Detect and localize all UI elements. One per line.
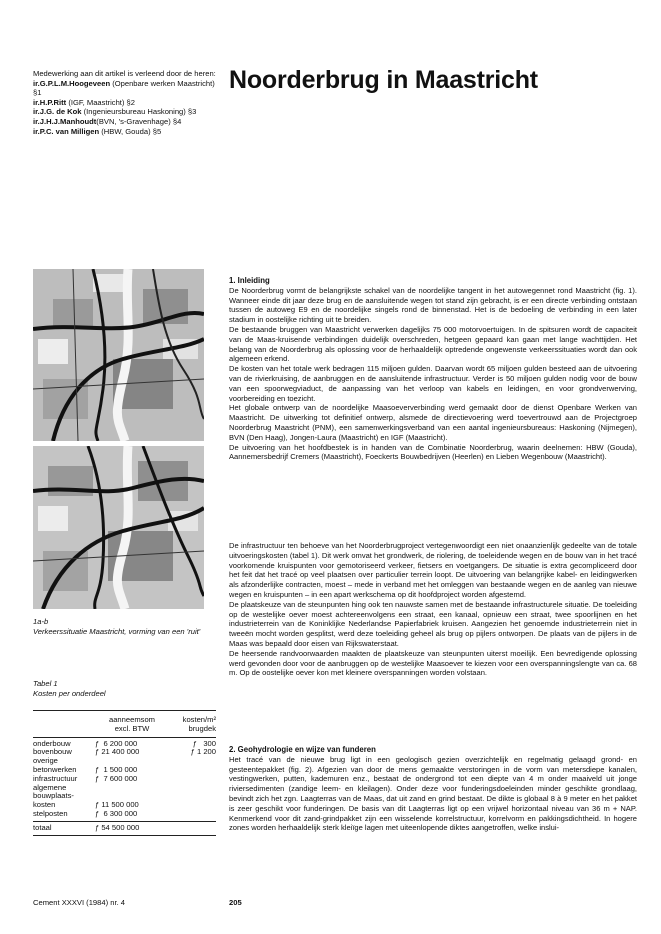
figure-caption-text: Verkeerssituatie Maastricht, vorming van een 'ruit' xyxy=(33,626,201,636)
row-label: onderbouw xyxy=(33,738,71,748)
row-amount: ƒ 7 600 000 xyxy=(95,773,138,783)
row-label: algemene xyxy=(33,782,67,792)
map-figure-1a xyxy=(33,269,204,441)
contributor-affiliation: (IGF, Maastricht) §2 xyxy=(66,97,135,107)
row-amount: ƒ 21 400 000 xyxy=(95,747,140,757)
row-amount: ƒ 6 200 000 xyxy=(95,738,138,748)
column-header: brugdek xyxy=(188,723,216,733)
paragraph: De plaatskeuze van de steunpunten hing ook ten nauwste samen met de bestaande infrastructurele situatie. De toeleiding op de westelijke oever moest achtereenvolgens een straat, een kanaal, opnieuw een straat, twee spoorlijnen en het industrieterrein van de Koninklijke Nederlandse Papierfabriek kruisen. Aangezien het genoemde industrieterrein niet in tweeën mocht worden gesplitst, werd deze toeleiding geheel als brug op pijlers ontworpen. De plaats van de pijlers in de Maas was bepaald door eisen van Rijkswaterstaat. xyxy=(229,599,637,648)
row-label: kosten xyxy=(33,800,56,810)
row-per-m2 xyxy=(169,801,216,810)
table-row xyxy=(33,810,216,819)
section-heading: 2. Geohydrologie en wijze van funderen xyxy=(229,745,376,754)
contributor xyxy=(33,98,223,108)
row-per-m2 xyxy=(169,757,216,766)
row-per-m2 xyxy=(169,810,216,819)
row-per-m2: ƒ 1 200 xyxy=(190,747,216,757)
cost-table xyxy=(33,710,216,836)
paragraph: De kosten van het totale werk bedragen 115 miljoen gulden. Daarvan wordt 65 miljoen gulden besteed aan de uitvoering van de rivierkruising, de aanbruggen en de aansluitende infrastructuur. Verder is 50 miljoen gulden nodig voor de bouw van een spoorwegviaduct, de aanpassing van het verloop van kabels en leidingen, en voor grondverwerving, voorbereiding en toezicht. xyxy=(229,364,637,403)
contributor-name: ir.H.P.Ritt xyxy=(33,97,67,107)
contributors-intro: Medewerking aan dit artikel is verleend door de heren: xyxy=(33,69,216,78)
contributor xyxy=(33,79,223,98)
table-row xyxy=(33,748,216,757)
row-per-m2 xyxy=(169,775,216,784)
row-amount xyxy=(95,784,169,793)
total-label: totaal xyxy=(33,822,52,832)
figure-caption xyxy=(33,617,213,636)
paragraph: De uitvoering van het hoofdbestek is in handen van de Combinatie Noorderbrug, waarin deelnemen: HBW (Gouda), Aannemersbedrijf Cremers (Maastricht), Foeckerts Bouwbedrijven (Heerlen) en Lieben Wegenbouw (Maastricht). xyxy=(229,442,637,462)
map-figure-1b xyxy=(33,446,204,609)
section-heading: 1. Inleiding xyxy=(229,276,270,285)
paragraph: De Noorderbrug vormt de belangrijkste schakel van de noordelijke tangent in het autowegennet rond Maastricht (fig. 1). Wanneer einde dit jaar deze brug en de aansluitende wegen tot stand zijn gebracht, is er een directe verbinding ontstaan tussen de autoweg E9 en de noordelijke singels rond de binnenstad. Het is de bedoeling de verbinding in een later stadium in oostelijke richting uit te breiden. xyxy=(229,285,637,325)
page-number: 205 xyxy=(229,898,242,907)
paragraph: Het tracé van de nieuwe brug ligt in een geologisch gezien overzichtelijk en regelmatig gelaagd grond- en gesteentepakket (fig. 2). Afgezien van door de mens gemaakte verstoringen in de vorm van metersdiepe kanalen, vestingwerken, putten, kademuren enz., bestaat de ondergrond tot een diepte van 4 m onder maaiveld uit jonge riviersedimenten (zandige leem- en kleilagen). Onder deze voor funderingsdoeleinden minder geschikte grondlaag, bevindt zich het zgn. Laagterras van de Maas, dat uit zand en grind bestaat. De dikte is globaal 8 à 9 meter en het pakket is zeer geschikt voor funderingen. De basis van dit Laagterras ligt op een vrijwel horizontaal niveau van 36 m + NAP. Kenmerkend voor dit zand-grindpakket zijn een wisselende korrelstructuur, korrelvorm en pakkingsdichtheid. In hogere zones worden herhaaldelijk sterk kleiïge lagen met uiteenlopende diktes aangetroffen, welke inslui- xyxy=(229,754,637,833)
contributors-block xyxy=(33,69,223,136)
row-label: bovenbouw xyxy=(33,747,72,757)
table-caption xyxy=(33,679,106,698)
paragraph: Het globale ontwerp van de noordelijke Maasoeververbinding werd gemaakt door de dienst Openbare Werken van Maastricht. De uitwerking tot definitief ontwerp, alsmede de directievoering werd toevertrouwd aan de Projectgroep Noorderbrug Maastricht (PNM), een samenwerkingsverband van een aantal ingenieursbureaus: Haskoning (Nijmegen), BVN (Den Haag), Jongen-Laura (Maastricht) en IGF (Maastricht). xyxy=(229,403,637,442)
row-amount: ƒ 6 300 000 xyxy=(95,808,138,818)
paragraph: De infrastructuur ten behoeve van het Noorderbrugproject vertegenwoordigt een niet onaanzienlijk gedeelte van de totale uitvoeringskosten (tabel 1). Dit werk omvat het grondwerk, de riolering, de toeleidende wegen en de bouw van in het tracé voorkomende kruispunten voor gemotoriseerd verkeer, fietsers en voetgangers. De situatie is extra gecompliceerd door het feit dat het tracé op veel plaatsen over particulier terrein loopt. De uitvoering van belangrijke kabel- en leidingwerken als afzonderlijke contracten, moest – mede in verband met het omleggen van bestaande wegen en de aanleg van nieuwe wegen en kruispunten – in een apart werkschema op dit hoofdproject worden afgestemd. xyxy=(229,541,637,599)
table-label: Tabel 1 xyxy=(33,679,58,688)
row-per-m2 xyxy=(169,792,216,801)
paragraph: De bestaande bruggen van Maastricht verwerken dagelijks 75 000 motorvoertuigen. In de spitsuren wordt de capaciteit van de Maas-kruisende verbindingen duidelijk overschreden, hetgeen gepaard kan gaan met lange wachttijden. Het belang van de Noorderbrug als oplossing voor de herhaaldelijk optredende ongewenste verkeerssituaties wordt dan ook algemeen erkend. xyxy=(229,324,637,364)
section-introduction xyxy=(229,276,637,462)
total-amount: ƒ 54 500 000 xyxy=(95,822,140,832)
row-label: bouwplaats- xyxy=(33,791,74,801)
figure-label: 1a-b xyxy=(33,617,49,626)
column-header: kosten/m² xyxy=(182,715,216,724)
contributor-affiliation: (BVN, 's-Gravenhage) §4 xyxy=(96,116,182,126)
row-label: betonwerken xyxy=(33,764,77,774)
contributor xyxy=(33,127,223,137)
contributor-affiliation: (HBW, Gouda) §5 xyxy=(99,126,162,136)
table-total-row xyxy=(33,822,216,835)
row-amount: ƒ 11 500 000 xyxy=(95,800,139,810)
contributor-name: ir.J.G. de Kok xyxy=(33,107,82,117)
row-per-m2 xyxy=(169,784,216,793)
section-geohydrology xyxy=(229,745,637,833)
contributor xyxy=(33,107,223,117)
row-label: overige xyxy=(33,756,58,766)
contributor xyxy=(33,117,223,127)
column-header: aanneemsom xyxy=(108,715,155,724)
contributor-name: ir.P.C. van Milligen xyxy=(33,126,100,136)
contributor-name: ir.J.H.J.Manhoudt xyxy=(33,116,97,126)
journal-footer: Cement XXXVI (1984) nr. 4 xyxy=(33,898,126,907)
paragraph: De heersende randvoorwaarden maakten de plaatskeuze van steunpunten uiterst moeilijk. Een bevredigende oplossing werd gevonden door voor de aanbruggen op de westelijke Maasoever te kiezen voor een overspanningslengte van ca. 68 m. Op de oostelijke oever kon met kleinere overspanningen worden volstaan. xyxy=(229,648,637,678)
column-header: excl. BTW xyxy=(114,723,150,733)
row-per-m2: ƒ 300 xyxy=(192,738,216,748)
row-per-m2 xyxy=(169,766,216,775)
contributor-affiliation: (Ingenieursbureau Haskoning) §3 xyxy=(81,107,197,117)
section-infrastructure xyxy=(229,541,637,678)
article-title: Noorderbrug in Maastricht xyxy=(229,66,538,94)
contributor-name: ir.G.P.L.M.Hoogeveen xyxy=(33,78,111,88)
contributor-affiliation: (Openbare werken Maastricht) §1 xyxy=(33,78,215,98)
row-label: infrastructuur xyxy=(33,773,78,783)
table-header xyxy=(33,711,216,737)
row-label: stelposten xyxy=(33,808,68,818)
table-caption-text: Kosten per onderdeel xyxy=(33,688,106,698)
row-amount: ƒ 1 500 000 xyxy=(95,764,138,774)
